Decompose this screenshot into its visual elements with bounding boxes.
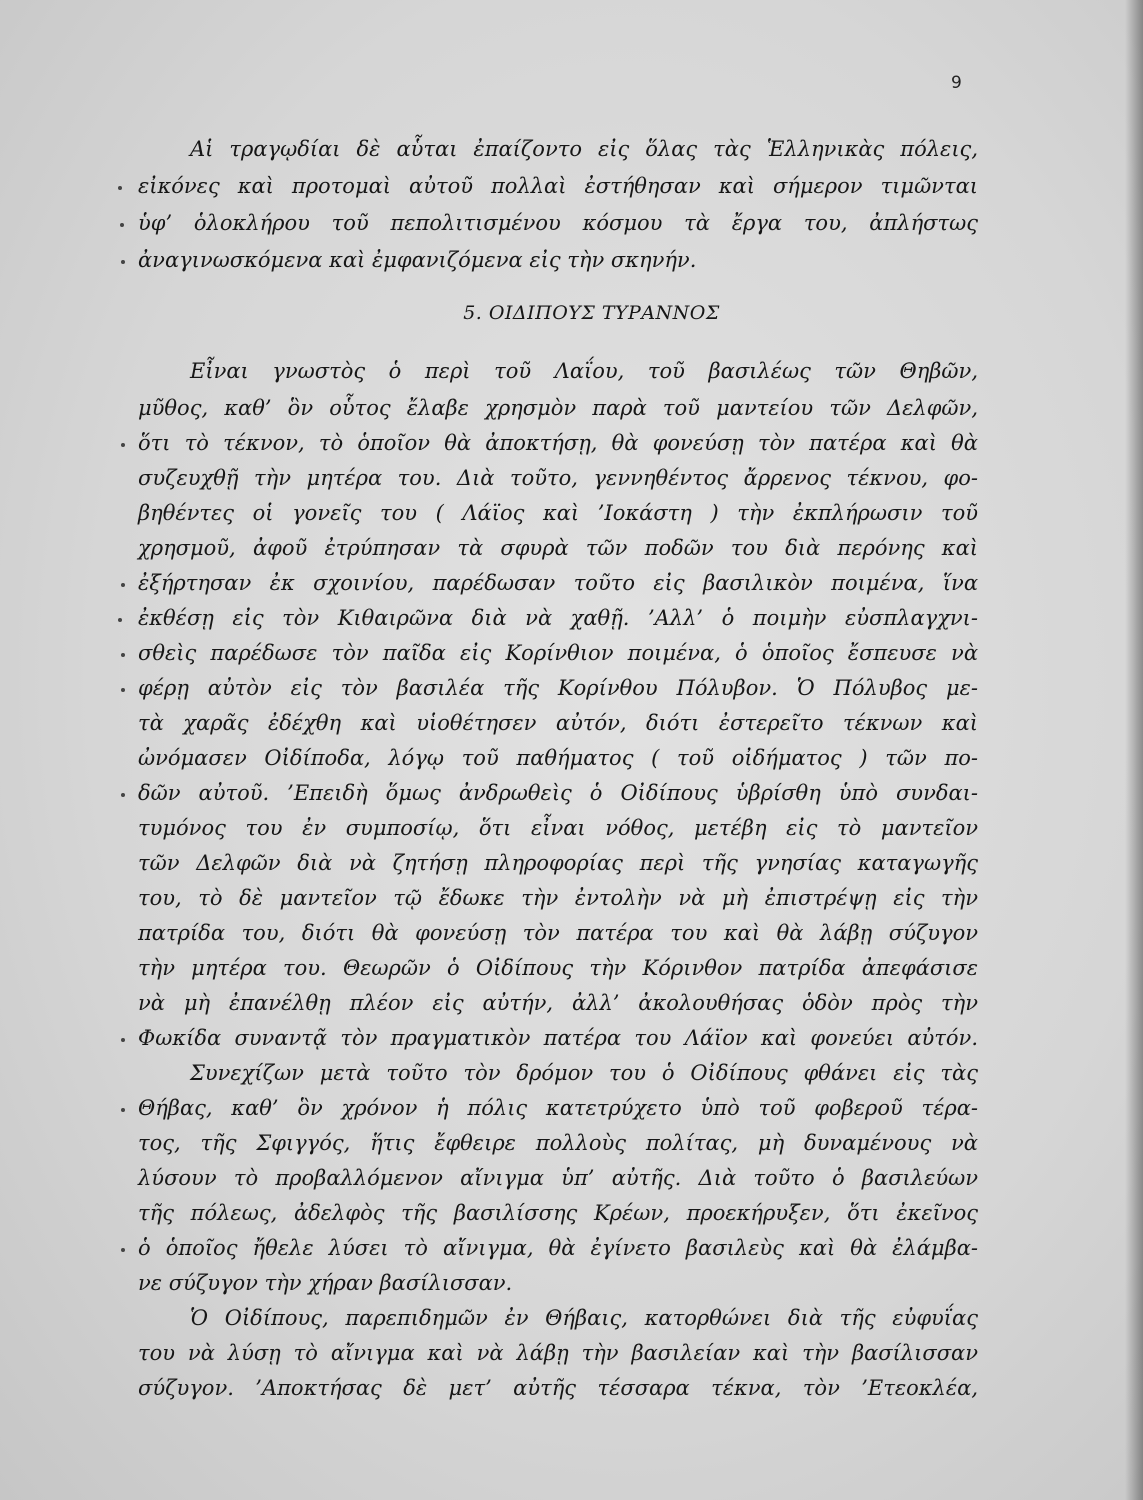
text-line: του, τὸ δὲ μαντεῖον τῷ ἔδωκε τὴν ἐντολὴν νὰ μὴ ἐπιστρέψῃ εἰς τὴν — [138, 886, 978, 910]
text-line: πατρίδα του, διότι θὰ φονεύσῃ τὸν πατέρα του καὶ θὰ λάβῃ σύζυγον — [138, 921, 978, 945]
margin-mark — [121, 793, 125, 797]
text-line: ἀναγινωσκόμενα καὶ ἐμφανιζόμενα εἰς τὴν σκηνήν. — [138, 248, 697, 272]
margin-mark — [121, 688, 125, 692]
text-line: τῶν Δελφῶν διὰ νὰ ζητήσῃ πληροφορίας περὶ τῆς γνησίας καταγωγῆς — [138, 851, 978, 875]
text-line: του νὰ λύσῃ τὸ αἴνιγμα καὶ νὰ λάβῃ τὴν βασιλείαν καὶ τὴν βασίλισσαν — [138, 1341, 978, 1365]
text-line: Φωκίδα συναντᾷ τὸν πραγματικὸν πατέρα του Λάϊον καὶ φονεύει αὐτόν. — [138, 1026, 978, 1050]
text-line: τυμόνος του ἐν συμποσίῳ, ὅτι εἶναι νόθος, μετέβη εἰς τὸ μαντεῖον — [138, 816, 978, 840]
margin-mark — [121, 583, 125, 587]
margin-mark — [121, 1038, 125, 1042]
text-line: βηθέντες οἱ γονεῖς του ( Λάϊος καὶ ’Ιοκάστη ) τὴν ἐκπλήρωσιν τοῦ — [138, 501, 978, 525]
text-line: Ὁ Οἰδίπους, παρεπιδημῶν ἐν Θήβαις, κατορθώνει διὰ τῆς εὐφυΐας — [190, 1306, 978, 1330]
text-line: τὴν μητέρα του. Θεωρῶν ὁ Οἰδίπους τὴν Κόρινθον πατρίδα ἀπεφάσισε — [138, 956, 978, 980]
text-line: σύζυγον. ’Αποκτήσας δὲ μετ’ αὐτῆς τέσσαρα τέκνα, τὸν ’Ετεοκλέα, — [138, 1376, 978, 1400]
margin-mark — [121, 1108, 125, 1112]
margin-mark — [121, 653, 125, 657]
text-line: εἰκόνες καὶ προτομαὶ αὐτοῦ πολλαὶ ἐστήθησαν καὶ σήμερον τιμῶνται — [138, 174, 978, 198]
text-line: νὰ μὴ ἐπανέλθῃ πλέον εἰς αὐτήν, ἀλλ’ ἀκολουθήσας ὁδὸν πρὸς τὴν — [138, 991, 978, 1015]
text-line: συζευχθῇ τὴν μητέρα του. Διὰ τοῦτο, γεννηθέντος ἄρρενος τέκνου, φο- — [138, 466, 978, 490]
text-line: Εἶναι γνωστὸς ὁ περὶ τοῦ Λαΐου, τοῦ βασιλέως τῶν Θηβῶν, — [190, 359, 978, 383]
text-line: τὰ χαρᾶς ἐδέχθη καὶ υἱοθέτησεν αὐτόν, διότι ἐστερεῖτο τέκνων καὶ — [138, 711, 978, 735]
text-line: τῆς πόλεως, ἀδελφὸς τῆς βασιλίσσης Κρέων, προεκήρυξεν, ὅτι ἐκεῖνος — [138, 1201, 978, 1225]
margin-mark — [121, 443, 125, 447]
text-line: δῶν αὐτοῦ. ’Επειδὴ ὅμως ἀνδρωθεὶς ὁ Οἰδίπους ὑβρίσθη ὑπὸ συνδαι- — [138, 781, 978, 805]
margin-mark — [121, 1248, 125, 1252]
text-line: Θήβας, καθ’ ὃν χρόνον ἡ πόλις κατετρύχετο ὑπὸ τοῦ φοβεροῦ τέρα- — [138, 1096, 978, 1120]
page-number: 9 — [951, 73, 962, 93]
text-line: Αἱ τραγῳδίαι δὲ αὗται ἐπαίζοντο εἰς ὅλας τὰς Ἑλληνικὰς πόλεις, — [190, 137, 978, 161]
text-line: φέρῃ αὐτὸν εἰς τὸν βασιλέα τῆς Κορίνθου Πόλυβον. Ὁ Πόλυβος με- — [138, 676, 978, 700]
margin-mark — [118, 186, 122, 190]
text-line: σθεὶς παρέδωσε τὸν παῖδα εἰς Κορίνθιον ποιμένα, ὁ ὁποῖος ἔσπευσε νὰ — [138, 641, 978, 665]
text-line: Συνεχίζων μετὰ τοῦτο τὸν δρόμον του ὁ Οἰδίπους φθάνει εἰς τὰς — [190, 1061, 978, 1085]
margin-mark — [120, 223, 124, 227]
text-line: ἐξήρτησαν ἐκ σχοινίου, παρέδωσαν τοῦτο εἰς βασιλικὸν ποιμένα, ἵνα — [138, 571, 978, 595]
text-line: ἐκθέσῃ εἰς τὸν Κιθαιρῶνα διὰ νὰ χαθῇ. ’Αλλ’ ὁ ποιμὴν εὐσπλαγχνι- — [138, 606, 978, 630]
margin-mark — [121, 260, 125, 264]
text-line: ὑφ’ ὁλοκλήρου τοῦ πεπολιτισμένου κόσμου τὰ ἔργα του, ἀπλήστως — [138, 211, 978, 235]
text-line: ὅτι τὸ τέκνον, τὸ ὁποῖον θὰ ἀποκτήσῃ, θὰ φονεύσῃ τὸν πατέρα καὶ θὰ — [138, 431, 978, 455]
text-line: ὠνόμασεν Οἰδίποδα, λόγῳ τοῦ παθήματος ( τοῦ οἰδήματος ) τῶν πο- — [138, 746, 978, 770]
text-line: ὁ ὁποῖος ἤθελε λύσει τὸ αἴνιγμα, θὰ ἐγίνετο βασιλεὺς καὶ θὰ ἐλάμβα- — [138, 1236, 978, 1260]
text-line: λύσουν τὸ προβαλλόμενον αἴνιγμα ὑπ’ αὐτῆς. Διὰ τοῦτο ὁ βασιλεύων — [138, 1166, 978, 1190]
text-line: χρησμοῦ, ἀφοῦ ἐτρύπησαν τὰ σφυρὰ τῶν ποδῶν του διὰ περόνης καὶ — [138, 536, 978, 560]
margin-mark — [118, 618, 122, 622]
text-line: τος, τῆς Σφιγγός, ἥτις ἔφθειρε πολλοὺς πολίτας, μὴ δυναμένους νὰ — [138, 1131, 978, 1155]
text-line: νε σύζυγον τὴν χήραν βασίλισσαν. — [138, 1271, 513, 1295]
text-line: μῦθος, καθ’ ὃν οὗτος ἔλαβε χρησμὸν παρὰ τοῦ μαντείου τῶν Δελφῶν, — [138, 396, 978, 420]
section-heading: 5. ΟΙΔΙΠΟΥΣ ΤΥΡΑΝΝΟΣ — [463, 302, 720, 324]
